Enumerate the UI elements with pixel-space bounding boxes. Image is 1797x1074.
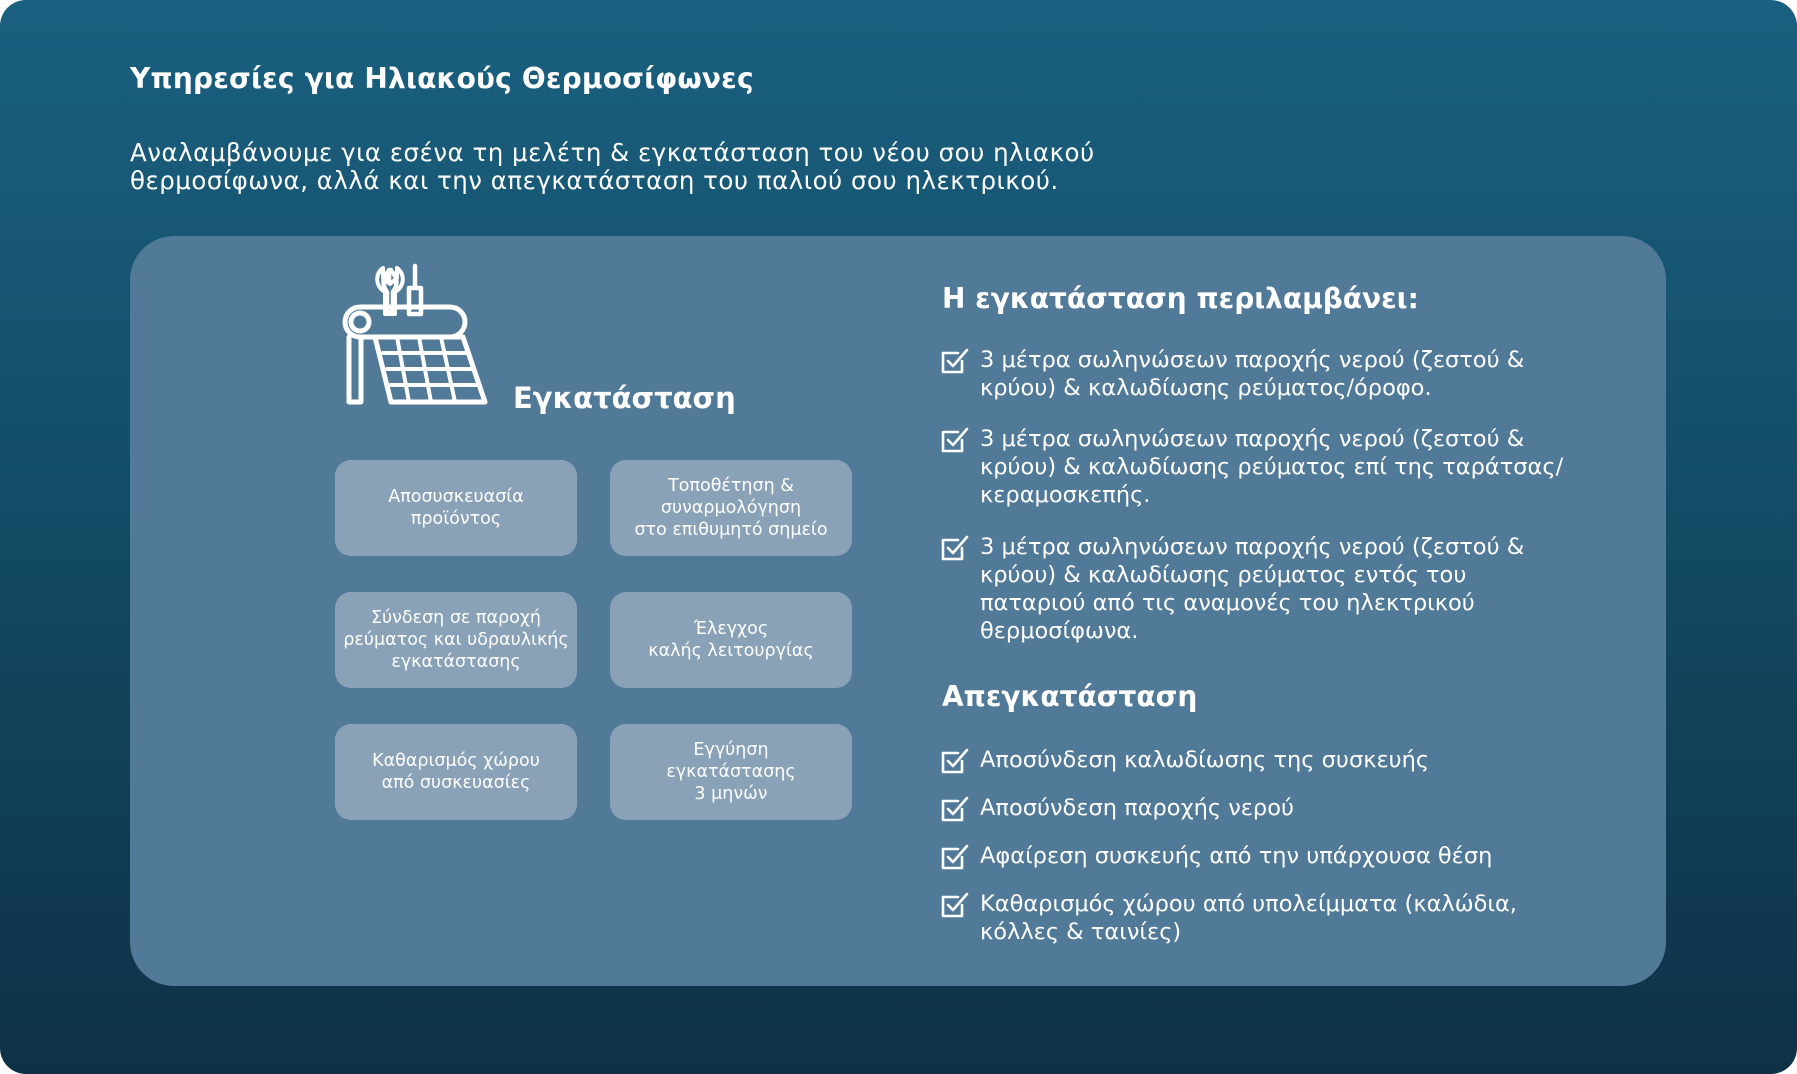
- service-tile-placement: [610, 460, 852, 556]
- solar-heater-tools-icon: [335, 262, 535, 412]
- service-tile-label: Αποσυσκευασία προϊόντος: [388, 487, 524, 529]
- service-tile-label: Εγγύηση εγκατάστασης 3 μηνών: [666, 740, 796, 804]
- removal-item-text: Αποσύνδεση παροχής νερού: [980, 795, 1294, 821]
- subtitle-line-2: θερμοσίφωνα, αλλά και την απεγκατάσταση του παλιού σου ηλεκτρικού.: [130, 166, 1059, 195]
- page-subtitle: [130, 139, 1130, 195]
- checkbox-icon: [940, 843, 970, 873]
- includes-item-text: 3 μέτρα σωληνώσεων παροχής νερού (ζεστού & κρύου) & καλωδίωσης ρεύματος/όροφο.: [980, 347, 1525, 401]
- removal-item-text: Αφαίρεση συσκευής από την υπάρχουσα θέση: [980, 843, 1493, 869]
- service-tile-connection: [335, 592, 577, 688]
- service-tile-unpacking: [335, 460, 577, 556]
- checkbox-icon: [940, 426, 970, 456]
- installation-title: Εγκατάσταση: [513, 381, 736, 415]
- checkbox-icon: [940, 891, 970, 921]
- removal-item-text: Αποσύνδεση καλωδίωσης της συσκευής: [980, 747, 1430, 773]
- service-tile-cleaning: [335, 724, 577, 820]
- service-tile-label: Σύνδεση σε παροχή ρεύματος και υδραυλικής εγκατάστασης: [343, 608, 569, 672]
- checkbox-icon: [940, 347, 970, 377]
- checkbox-icon: [940, 747, 970, 777]
- includes-heading: Η εγκατάσταση περιλαμβάνει:: [942, 282, 1419, 315]
- includes-item-text: 3 μέτρα σωληνώσεων παροχής νερού (ζεστού & κρύου) & καλωδίωσης ρεύματος επί της ταράτσας/ κεραμοσκεπής.: [980, 426, 1564, 508]
- service-tile-label: Έλεγχος καλής λειτουργίας: [648, 619, 814, 661]
- service-tile-label: Καθαρισμός χώρου από συσκευασίες: [372, 751, 540, 793]
- service-tile-check: [610, 592, 852, 688]
- checkbox-icon: [940, 534, 970, 564]
- removal-heading: Απεγκατάσταση: [942, 680, 1198, 713]
- service-tile-label: Τοποθέτηση & συναρμολόγηση στο επιθυμητό σημείο: [634, 476, 828, 540]
- service-tile-warranty: [610, 724, 852, 820]
- includes-item-text: 3 μέτρα σωληνώσεων παροχής νερού (ζεστού & κρύου) & καλωδίωσης ρεύματος εντός του παταριού από τις αναμονές του ηλεκτρικού θερμοσίφωνα.: [980, 534, 1525, 644]
- checkbox-icon: [940, 795, 970, 825]
- subtitle-line-1: Αναλαμβάνουμε για εσένα τη μελέτη & εγκατάσταση του νέου σου ηλιακού: [130, 138, 1095, 167]
- removal-item-text: Καθαρισμός χώρου από υπολείμματα (καλώδια, κόλλες & ταινίες): [980, 891, 1517, 945]
- services-panel: [130, 236, 1666, 986]
- page-title: Υπηρεσίες για Ηλιακούς Θερμοσίφωνες: [130, 62, 754, 95]
